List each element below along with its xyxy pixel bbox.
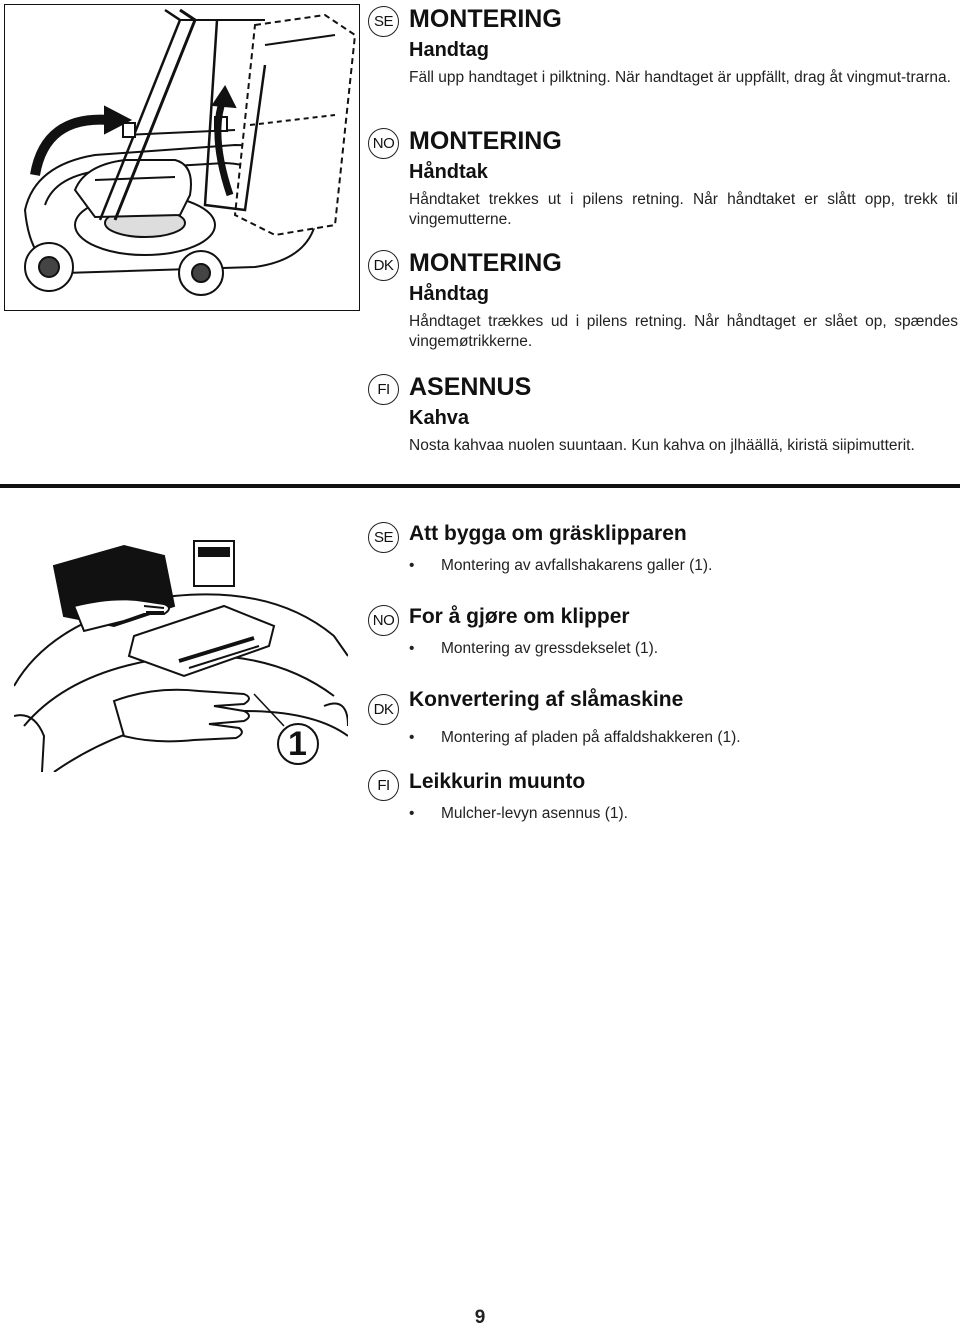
bullet-text: Montering av gressdekselet (1). — [441, 640, 659, 657]
section-dk-mulcher — [368, 686, 958, 748]
section-subheading: Handtag — [409, 39, 489, 61]
section-no-handle — [368, 126, 958, 230]
section-body: Håndtaget trækkes ud i pilens retning. Når håndtaget er slået op, spændes vingemøtrikkerne. — [409, 313, 958, 350]
section-body: Fäll upp handtaget i pilktning. När handtaget är uppfällt, drag åt vingmut-trarna. — [409, 69, 951, 86]
bullet-text: Montering af pladen på affaldshakkeren (1). — [441, 729, 741, 746]
bullet-symbol: • — [409, 729, 415, 746]
bullet-symbol: • — [409, 640, 415, 657]
section-body: Nosta kahvaa nuolen suuntaan. Kun kahva on jlhäällä, kiristä siipimutterit. — [409, 437, 915, 454]
mulcher-plate-illustration — [14, 526, 348, 772]
language-code-badge: SE — [368, 6, 399, 37]
bullet-item — [409, 804, 958, 824]
section-heading: MONTERING — [409, 127, 562, 155]
section-heading: MONTERING — [409, 249, 562, 277]
section-subheading: Håndtak — [409, 161, 488, 183]
bullet-item — [409, 639, 958, 659]
language-code-badge: NO — [368, 605, 399, 636]
handle-assembly-illustration — [4, 4, 360, 311]
section-dk-handle — [368, 248, 958, 352]
bullet-text: Montering av avfallshakarens galler (1). — [441, 557, 713, 574]
language-code-badge: SE — [368, 522, 399, 553]
language-code-badge: DK — [368, 250, 399, 281]
bullet-symbol: • — [409, 557, 415, 574]
section-no-mulcher — [368, 603, 958, 659]
bullet-item — [409, 728, 958, 748]
section-subheading: Kahva — [409, 407, 470, 429]
language-code-badge: FI — [368, 374, 399, 405]
section-fi-mulcher — [368, 768, 958, 824]
section-body: Håndtaket trekkes ut i pilens retning. Når håndtaket er slått opp, trekk til vingemutterne. — [409, 191, 958, 228]
section-heading: MONTERING — [409, 5, 562, 33]
page-number: 9 — [474, 1307, 486, 1328]
callout-label: 1 — [288, 725, 307, 763]
section-fi-handle — [368, 372, 958, 456]
language-code-badge: FI — [368, 770, 399, 801]
language-code-badge: NO — [368, 128, 399, 159]
language-code-badge: DK — [368, 694, 399, 725]
section-se-mulcher — [368, 520, 958, 576]
section-heading: ASENNUS — [409, 373, 532, 401]
bullet-symbol: • — [409, 805, 415, 822]
bullet-text: Mulcher-levyn asennus (1). — [441, 805, 628, 822]
section-divider — [0, 484, 960, 488]
section-heading: Konvertering af slåmaskine — [409, 688, 684, 711]
section-heading: Leikkurin muunto — [409, 770, 586, 793]
section-subheading: Håndtag — [409, 283, 489, 305]
section-heading: For å gjøre om klipper — [409, 605, 630, 628]
section-se-handle — [368, 4, 958, 88]
bullet-item — [409, 556, 958, 576]
section-heading: Att bygga om gräsklipparen — [409, 522, 687, 545]
